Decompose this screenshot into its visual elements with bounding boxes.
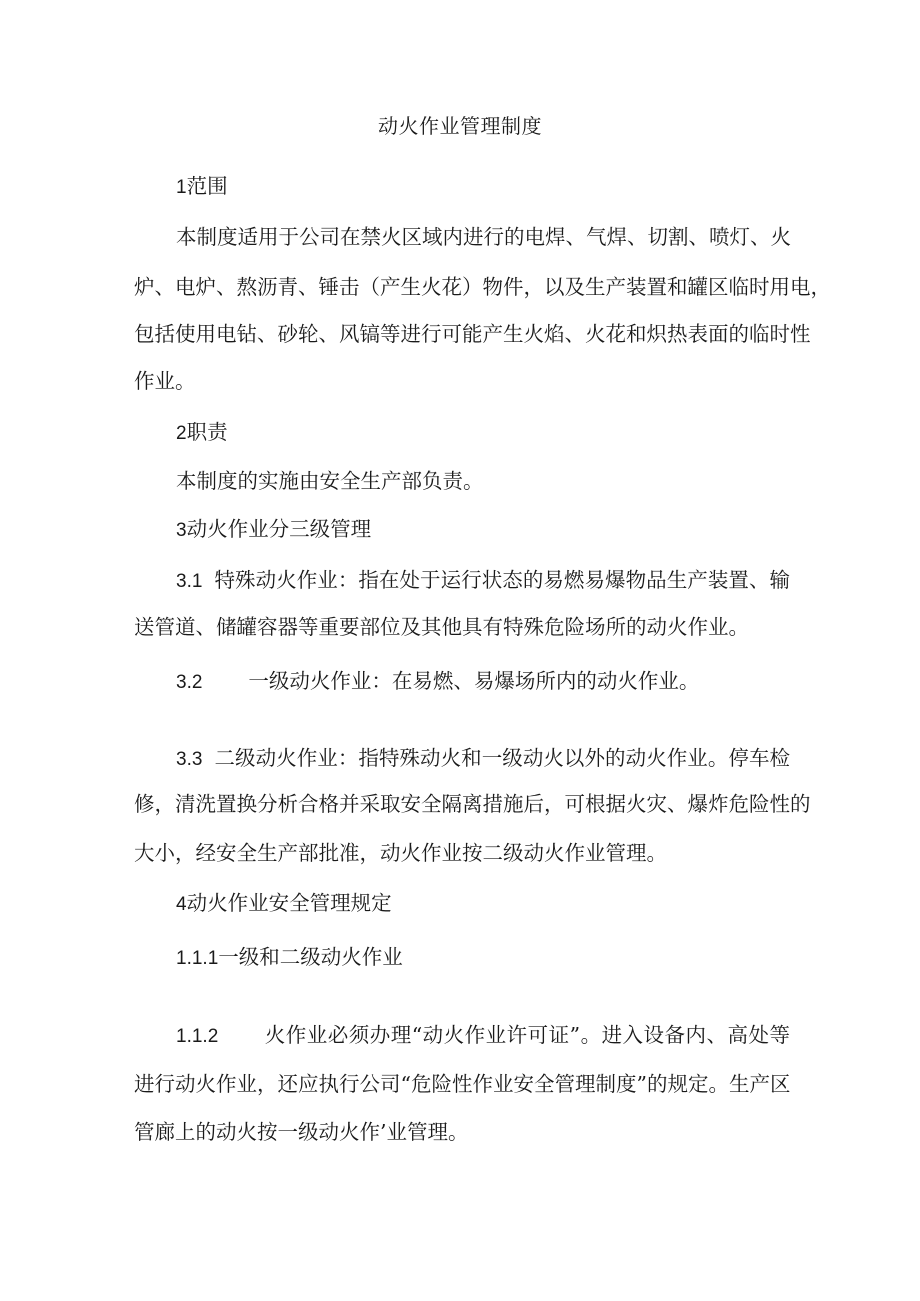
clause-1-1-2-line: 管廊上的动火按一级动火作’业管理。 [134, 1120, 469, 1144]
clause-number: 3.3 [176, 749, 203, 770]
section-3-heading [176, 505, 836, 555]
clause-1-1-1-line [176, 933, 836, 983]
section-3-3-line: 大小，经安全生产部批准，动火作业按二级动火作业管理。 [134, 841, 667, 865]
section-2-heading [176, 408, 836, 458]
section-1-body-line: 作业。 [134, 369, 196, 393]
section-3-3-line: 修，清洗置换分析合格并采取安全隔离措施后，可根据火灾、爆炸危险性的 [134, 792, 811, 816]
section-3-1-line: 送管道、储罐容器等重要部位及其他具有特殊危险场所的动火作业。 [134, 615, 749, 639]
section-1-body-line: 本制度适用于公司在禁火区域内进行的电焊、气焊、切割、喷灯、火 [176, 225, 791, 249]
clause-text: 一级动火作业：在易燃、易爆场所内的动火作业。 [248, 669, 700, 693]
section-1-body-line: 炉、电炉、熬沥青、锤击（产生火花）物件，以及生产装置和罐区临时用电， [134, 275, 831, 299]
clause-1-1-2-line [176, 1011, 790, 1061]
section-1-heading [176, 162, 836, 212]
section-number: 1 [176, 177, 187, 198]
section-number: 3 [176, 520, 187, 541]
section-number: 2 [176, 423, 187, 444]
document-title: 动火作业管理制度 [378, 114, 542, 138]
section-4-heading [176, 879, 836, 929]
clause-number: 3.1 [176, 571, 203, 592]
clause-text: 二级动火作业：指特殊动火和一级动火以外的动火作业。停车检 [214, 746, 790, 770]
section-heading-text: 职责 [186, 420, 228, 444]
section-3-3-line [176, 734, 790, 784]
section-3-1-line [176, 556, 790, 606]
clause-number: 1.1.1 [176, 948, 219, 969]
section-1-body-line: 包括使用电钻、砂轮、风镐等进行可能产生火焰、火花和炽热表面的临时性 [134, 322, 811, 346]
section-3-2-line [176, 657, 836, 707]
section-heading-text: 动火作业分三级管理 [186, 517, 372, 541]
section-heading-text: 动火作业安全管理规定 [186, 891, 392, 915]
clause-text: 一级和二级动火作业 [218, 945, 403, 969]
section-heading-text: 范围 [186, 174, 228, 198]
clause-text: 特殊动火作业：指在处于运行状态的易燃易爆物品生产装置、输 [214, 568, 790, 592]
clause-1-1-2-line: 进行动火作业，还应执行公司“危险性作业安全管理制度”的规定。生产区 [134, 1072, 791, 1096]
section-number: 4 [176, 894, 187, 915]
clause-number: 1.1.2 [176, 1026, 219, 1047]
clause-number: 3.2 [176, 672, 203, 693]
section-2-body: 本制度的实施由安全生产部负责。 [176, 469, 484, 493]
clause-text: 火作业必须办理“动火作业许可证”。进入设备内、高处等 [264, 1023, 790, 1047]
